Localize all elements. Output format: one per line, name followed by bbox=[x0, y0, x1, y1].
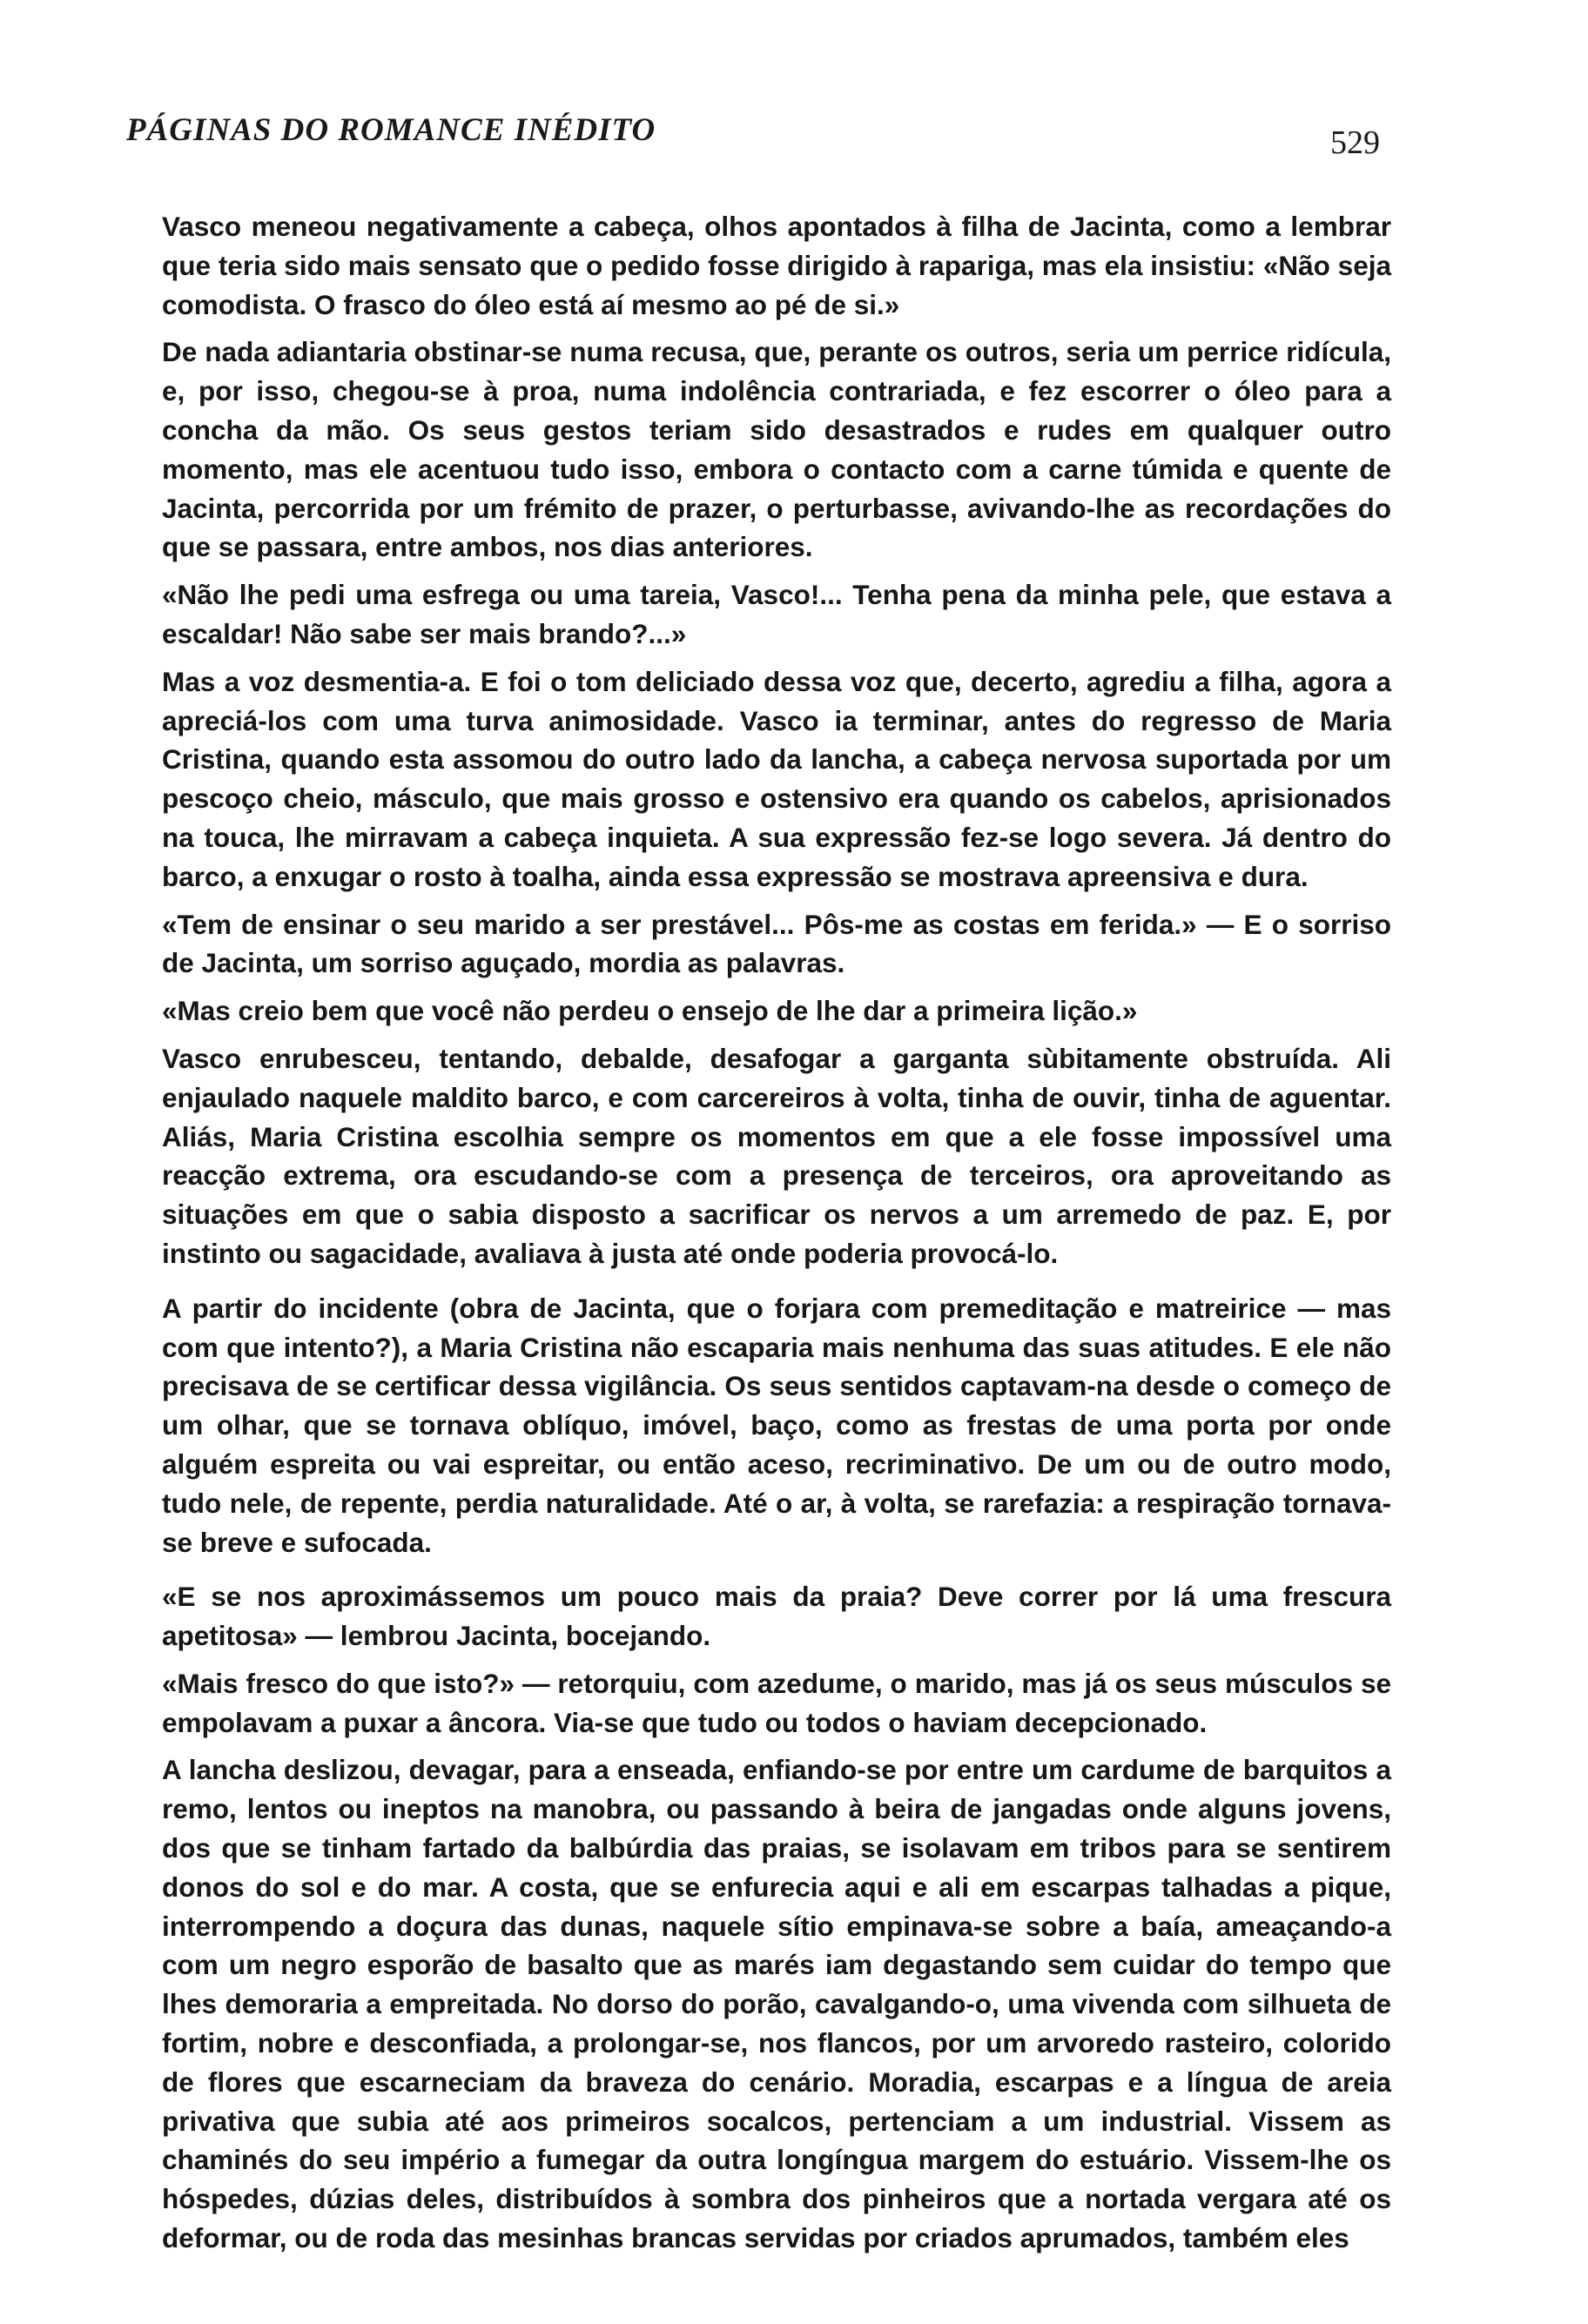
paragraph: «Não lhe pedi uma esfrega ou uma tareia, Vasco!... Tenha pena da minha pele, que estava a escaldar! Não sabe ser mais brando?...» bbox=[162, 579, 1391, 649]
paragraph: «Mas creio bem que você não perdeu o ensejo de lhe dar a primeira lição.» bbox=[162, 995, 1138, 1027]
paragraph: A partir do incidente (obra de Jacinta, que o forjara com premeditação e matreirice — mas com que intento?), a Maria Cristina não escaparia mais nenhuma das suas atitudes. E ele não precisava de se certificar dessa vigilância. Os seus sentidos captavam-na desde o começo de um olhar, que se tornava oblíquo, imóvel, baço, como as frestas de uma porta por onde alguém espreita ou vai espreitar, ou então aceso, recriminativo. De um ou de outro modo, tudo nele, de repente, perdia naturalidade. Até o ar, à volta, se rarefazia: a respiração tornava-se breve e sufocada. bbox=[162, 1292, 1391, 1558]
paragraph: De nada adiantaria obstinar-se numa recusa, que, perante os outros, seria um perrice ridícula, e, por isso, chegou-se à proa, numa indolência contrariada, e fez escorrer o óleo para a concha da mão. Os seus gestos teriam sido desastrados e rudes em qualquer outro momento, mas ele acentuou tudo isso, embora o contacto com a carne túmida e quente de Jacinta, percorrida por um frémito de prazer, o perturbasse, avivando-lhe as recordações do que se passara, entre ambos, nos dias anteriores. bbox=[162, 336, 1391, 563]
paragraph: A lancha deslizou, devagar, para a enseada, enfiando-se por entre um cardume de barquitos a remo, lentos ou ineptos na manobra, ou passando à beira de jangadas onde alguns jovens, dos que se tinham fartado da balbúrdia das praias, se isolavam em tribos para se sentirem donos do sol e do mar. A costa, que se enfurecia aqui e ali em escarpas talhadas a pique, interrompendo a doçura das dunas, naquele sítio empinava-se sobre a baía, ameaçando-a com um negro esporão de basalto que as marés iam degastando sem cuidar do tempo que lhes demoraria a empreitada. No dorso do porão, cavalgando-o, uma vivenda com silhueta de fortim, nobre e desconfiada, a prolongar-se, nos flancos, por um arvoredo rasteiro, colorido de flores que escarneciam da braveza do cenário. Moradia, escarpas e a língua de areia privativa que subia até aos primeiros socalcos, pertenciam a um industrial. Vissem as chaminés do seu império a fumegar da outra longíngua margem do estuário. Vissem-lhe os hóspedes, dúzias deles, distribuídos à sombra dos pinheiros que a nortada vergara até os deformar, ou de roda das mesinhas brancas servidas por criados aprumados, também eles bbox=[162, 1754, 1391, 2254]
body-text bbox=[162, 207, 1391, 2267]
running-head: PÁGINAS DO ROMANCE INÉDITO bbox=[126, 112, 656, 148]
paragraph: Vasco meneou negativamente a cabeça, olhos apontados à filha de Jacinta, como a lembrar que teria sido mais sensato que o pedido fosse dirigido à rapariga, mas ela insistiu: «Não seja comodista. O frasco do óleo está aí mesmo ao pé de si.» bbox=[162, 211, 1391, 320]
paragraph: «Mais fresco do que isto?» — retorquiu, com azedume, o marido, mas já os seus músculos se empolavam a puxar a âncora. Via-se que tudo ou todos o haviam decepcionado. bbox=[162, 1667, 1391, 1738]
paragraph: Vasco enrubesceu, tentando, debalde, desafogar a garganta sùbitamente obstruída. Ali enjaulado naquele maldito barco, e com carcereiros à volta, tinha de ouvir, tinha de aguentar. Aliás, Maria Cristina escolhia sempre os momentos em que a ele fosse impossível uma reacção extrema, ora escudando-se com a presença de terceiros, ora aproveitando as situações em que o sabia disposto a sacrificar os nervos a um arremedo de paz. E, por instinto ou sagacidade, avaliava à justa até onde poderia provocá-lo. bbox=[162, 1042, 1391, 1269]
paragraph: Mas a voz desmentia-a. E foi o tom deliciado dessa voz que, decerto, agrediu a filha, agora a apreciá-los com uma turva animosidade. Vasco ia terminar, antes do regresso de Maria Cristina, quando esta assomou do outro lado da lancha, a cabeça nervosa suportada por um pescoço cheio, másculo, que mais grosso e ostensivo era quando os cabelos, aprisionados na touca, lhe mirravam a cabeça inquieta. A sua expressão fez-se logo severa. Já dentro do barco, a enxugar o rosto à toalha, ainda essa expressão se mostrava apreensiva e dura. bbox=[162, 665, 1391, 892]
paragraph: «Tem de ensinar o seu marido a ser prestável... Pôs-me as costas em ferida.» — E o sorriso de Jacinta, um sorriso aguçado, mordia as palavras. bbox=[162, 908, 1391, 979]
page-number: 529 bbox=[1330, 124, 1380, 161]
paragraph: «E se nos aproximássemos um pouco mais da praia? Deve correr por lá uma frescura apetitosa» — lembrou Jacinta, bocejando. bbox=[162, 1581, 1391, 1652]
